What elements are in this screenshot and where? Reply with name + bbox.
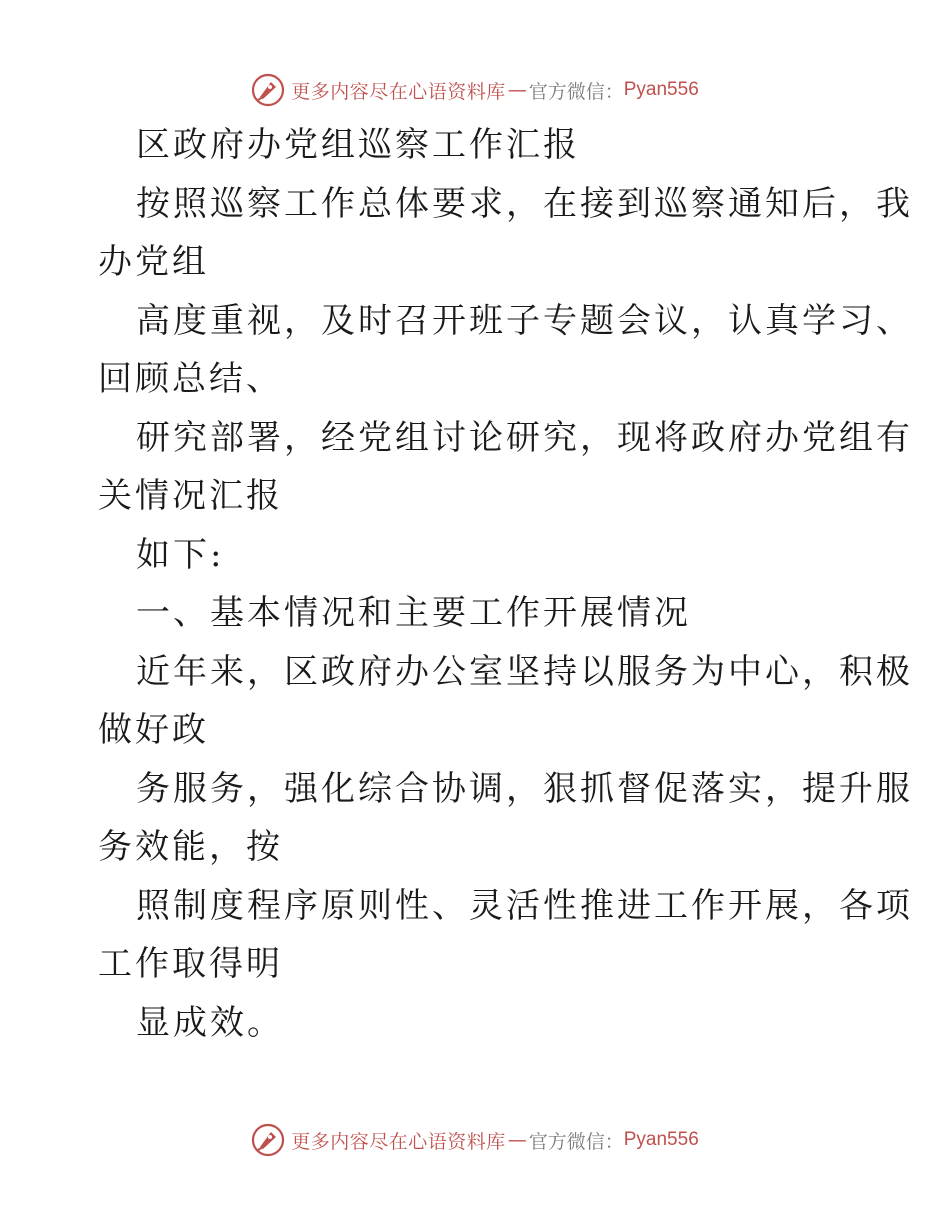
paragraph-line: 务服务，强化综合协调，狠抓督促落实，提升服: [136, 768, 913, 809]
paragraph-line: 按照巡察工作总体要求，在接到巡察通知后，我: [136, 183, 913, 224]
document-title: 区政府办党组巡察工作汇报: [136, 125, 580, 165]
pen-nib-logo-icon: [251, 73, 285, 107]
paragraph-line: 近年来，区政府办公室坚持以服务为中心，积极: [136, 651, 913, 692]
paragraph-line: 办党组: [98, 242, 209, 282]
paragraph-line: 回顾总结、: [98, 359, 283, 399]
banner-wechat-id: Pyan556: [623, 79, 699, 100]
paragraph-line: 务效能，按: [98, 827, 283, 867]
paragraph-line: 如下:: [136, 534, 225, 575]
paragraph-line: 研究部署，经党组讨论研究，现将政府办党组有: [136, 417, 913, 458]
header-banner: [0, 70, 950, 110]
section-heading: 一、基本情况和主要工作开展情况: [136, 593, 691, 633]
footer-banner-content: [251, 1123, 699, 1157]
paragraph-line: 工作取得明: [98, 944, 283, 984]
banner-wechat-label: 官方微信：: [528, 80, 624, 103]
banner-site-text: 更多内容尽在心语资料库: [291, 80, 506, 103]
pen-nib-logo-icon: [251, 1123, 285, 1157]
header-banner-content: [251, 73, 699, 107]
banner-site-text: 更多内容尽在心语资料库: [291, 1130, 506, 1153]
paragraph-line: 照制度程序原则性、灵活性推进工作开展，各项: [136, 885, 913, 926]
footer-banner: [0, 1120, 950, 1160]
paragraph-line: 做好政: [98, 710, 209, 750]
banner-wechat-id: Pyan556: [623, 1129, 699, 1150]
document-body: [98, 116, 913, 1052]
paragraph-line: 高度重视，及时召开班子专题会议，认真学习、: [136, 300, 913, 341]
paragraph-line: 关情况汇报: [98, 476, 283, 516]
paragraph-line: 显成效。: [136, 1002, 284, 1043]
banner-wechat-label: 官方微信：: [528, 1130, 624, 1153]
banner-dash: —: [507, 79, 527, 101]
banner-dash: —: [507, 1129, 527, 1151]
